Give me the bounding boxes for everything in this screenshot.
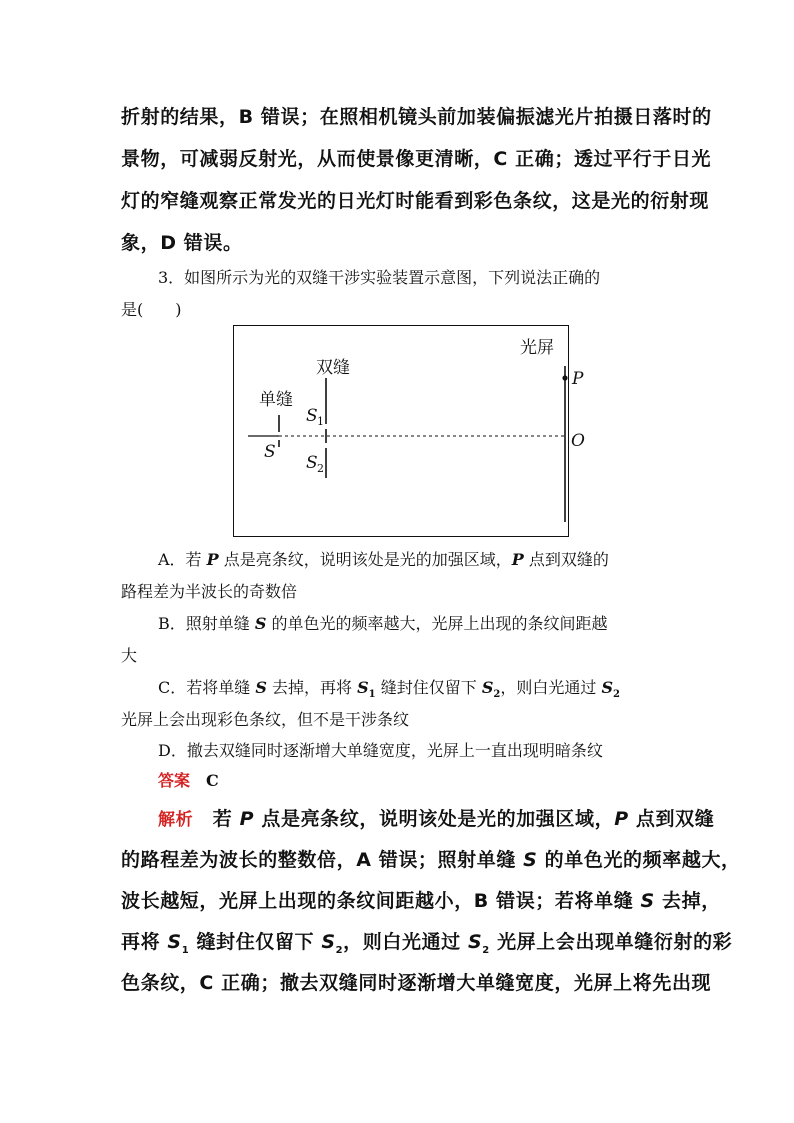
- slit-s2-label: S: [306, 453, 318, 473]
- paragraph-line: 景物，可减弱反射光，从而使景像更清晰，C 正确；透过平行于日光: [121, 148, 712, 170]
- question-stem: 3．如图所示为光的双缝干涉实验装置示意图，下列说法正确的: [158, 268, 601, 287]
- answer-line: [158, 768, 219, 791]
- double-slit-diagram: [233, 325, 585, 537]
- option-a: A．若 P 点是亮条纹，说明该处是光的加强区域，P 点到双缝的: [158, 550, 609, 569]
- point-o-label: O: [571, 431, 585, 451]
- double-slit-label: 双缝: [316, 358, 350, 378]
- analysis-line: 再将 $S_1$ 缝封住仅留下 $S_2$，则白光通过 $S_2$ 光屏上会出现单缝衍射的彩: [121, 931, 733, 956]
- slit-s1-label: S: [306, 406, 318, 426]
- analysis-line: 色条纹，C 正确；撤去双缝同时逐渐增大单缝宽度，光屏上将先出现: [121, 972, 712, 994]
- analysis-line: 波长越短，光屏上出现的条纹间距越小，B 错误；若将单缝 S 去掉，: [121, 890, 721, 912]
- point-p-dot: [562, 375, 567, 380]
- option-b: B．照射单缝 S 的单色光的频率越大，光屏上出现的条纹间距越: [158, 614, 608, 633]
- slit-s2-subscript: 2: [317, 462, 324, 475]
- analysis-label: 解析: [158, 810, 194, 830]
- diagram-svg: [234, 326, 585, 538]
- answer-value: C: [206, 771, 219, 790]
- analysis-line: 的路程差为波长的整数倍，A 错误；照射单缝 S 的单色光的频率越大，: [121, 849, 741, 871]
- screen-label: 光屏: [520, 338, 554, 358]
- source-s-label: S: [264, 442, 276, 462]
- paragraph-line: 折射的结果，B 错误；在照相机镜头前加装偏振滤光片拍摄日落时的: [121, 106, 712, 128]
- paragraph-line: 灯的窄缝观察正常发光的日光灯时能看到彩色条纹，这是光的衍射现: [121, 190, 710, 212]
- analysis-line: 解析 若 P 点是亮条纹，说明该处是光的加强区域，P 点到双缝: [158, 808, 715, 830]
- answer-label: 答案: [158, 771, 191, 790]
- single-slit-label: 单缝: [259, 390, 293, 410]
- option-a-cont: 路程差为半波长的奇数倍: [121, 582, 298, 601]
- point-p-label: P: [572, 369, 584, 389]
- option-c-cont: 光屏上会出现彩色条纹，但不是干涉条纹: [121, 710, 410, 729]
- paragraph-line: 象，D 错误。: [121, 232, 243, 254]
- slit-s1-subscript: 1: [317, 415, 324, 428]
- option-b-cont: 大: [121, 646, 138, 665]
- option-c: C．若将单缝 S 去掉，再将 $S_1$ 缝封住仅留下 $S_2$，则白光通过 $S_2$: [158, 678, 620, 701]
- option-d: D．撤去双缝同时逐渐增大单缝宽度，光屏上一直出现明暗条纹: [158, 741, 603, 760]
- question-stem: 是( ): [121, 300, 182, 319]
